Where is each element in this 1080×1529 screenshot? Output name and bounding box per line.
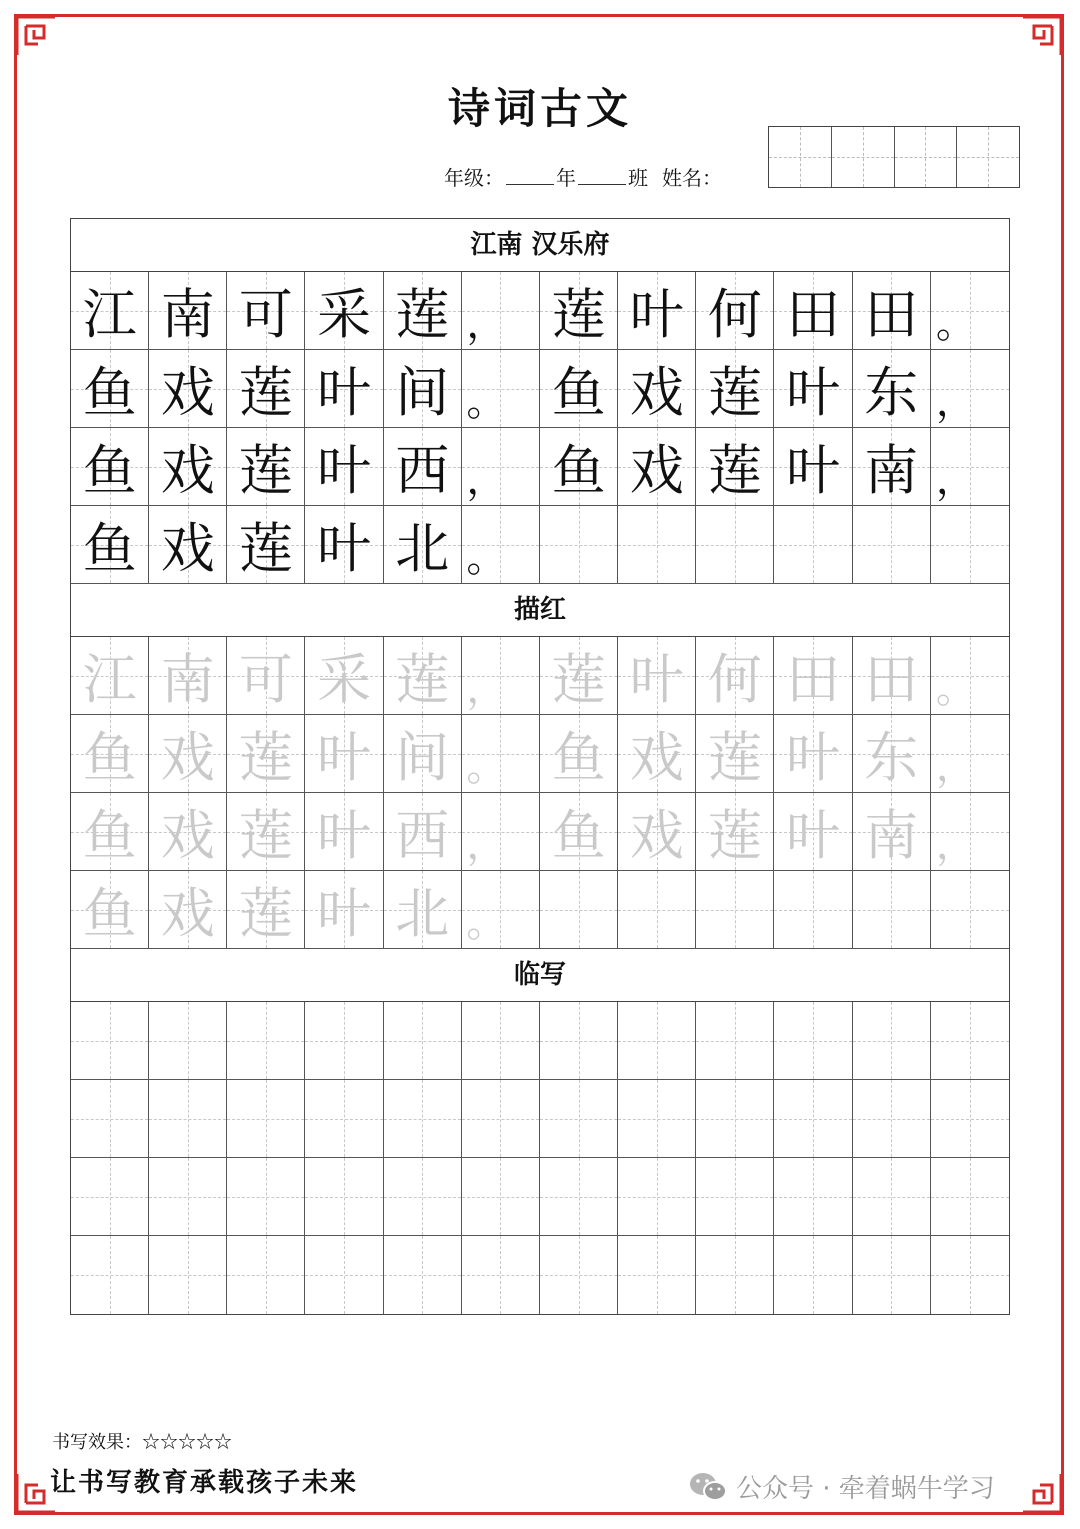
grid-character: 。 bbox=[935, 666, 976, 712]
grid-cell bbox=[853, 506, 931, 584]
grid-character: 采 bbox=[317, 648, 372, 711]
grid-cell bbox=[931, 272, 1009, 350]
grid-cell bbox=[696, 272, 774, 350]
grid-cell bbox=[774, 637, 852, 715]
grid-character: 鱼 bbox=[82, 882, 137, 945]
year-label: 年 bbox=[556, 166, 576, 190]
grid-character: 南 bbox=[864, 804, 919, 867]
grid-cell bbox=[462, 272, 540, 350]
grid-character: 田 bbox=[864, 283, 919, 346]
grid-character: ， bbox=[466, 666, 507, 712]
grid-cell bbox=[71, 272, 149, 350]
grid-cell bbox=[149, 871, 227, 949]
grid-cell bbox=[227, 350, 305, 428]
grid-character: 莲 bbox=[238, 726, 293, 789]
grid-cell bbox=[305, 428, 383, 506]
grid-cell bbox=[853, 637, 931, 715]
grid-cell[interactable] bbox=[462, 1002, 540, 1080]
grid-cell[interactable] bbox=[696, 1158, 774, 1236]
grid-character: 戏 bbox=[160, 804, 215, 867]
grid-character: 叶 bbox=[786, 726, 841, 789]
grade-label: 年级： bbox=[444, 166, 504, 190]
grid-character: 鱼 bbox=[551, 361, 606, 424]
grid-cell[interactable] bbox=[384, 1236, 462, 1314]
grid-character: 莲 bbox=[707, 361, 762, 424]
corner-ornament-icon bbox=[1020, 1471, 1064, 1515]
watermark bbox=[688, 1468, 995, 1505]
grid-character: 。 bbox=[466, 379, 507, 425]
grid-cell bbox=[149, 428, 227, 506]
grid-cell bbox=[462, 350, 540, 428]
name-label: 姓名： bbox=[662, 166, 722, 190]
grid-cell[interactable] bbox=[853, 1080, 931, 1158]
grid-cell[interactable] bbox=[774, 1158, 852, 1236]
grid-cell bbox=[540, 428, 618, 506]
grid-cell bbox=[618, 350, 696, 428]
grid-character: 西 bbox=[395, 804, 450, 867]
grid-character: 北 bbox=[395, 882, 450, 945]
grid-character: 叶 bbox=[629, 648, 684, 711]
grid-cell[interactable] bbox=[696, 1236, 774, 1314]
grid-cell bbox=[305, 506, 383, 584]
grid-cell bbox=[149, 793, 227, 871]
student-info bbox=[444, 162, 722, 191]
grid-character: 。 bbox=[466, 900, 507, 946]
grid-cell bbox=[71, 715, 149, 793]
grid-cell[interactable] bbox=[227, 1236, 305, 1314]
grid-cell bbox=[853, 793, 931, 871]
name-cell[interactable] bbox=[957, 127, 1019, 187]
class-blank[interactable] bbox=[578, 183, 626, 185]
grid-cell bbox=[774, 871, 852, 949]
grid-character: 戏 bbox=[629, 726, 684, 789]
grid-cell[interactable] bbox=[462, 1236, 540, 1314]
grid-cell[interactable] bbox=[149, 1002, 227, 1080]
name-cell[interactable] bbox=[832, 127, 895, 187]
poem-title: 江南 汉乐府 bbox=[71, 219, 1009, 272]
grid-cell[interactable] bbox=[540, 1002, 618, 1080]
grid-cell bbox=[774, 350, 852, 428]
grid-cell bbox=[227, 793, 305, 871]
grid-cell bbox=[227, 871, 305, 949]
trace-grid bbox=[71, 637, 1009, 949]
grid-cell bbox=[774, 715, 852, 793]
grid-character: ， bbox=[466, 301, 507, 347]
grid-cell bbox=[931, 715, 1009, 793]
grid-cell[interactable] bbox=[227, 1080, 305, 1158]
grid-character: 可 bbox=[238, 648, 293, 711]
grid-character: 叶 bbox=[629, 283, 684, 346]
grid-character: 。 bbox=[935, 301, 976, 347]
grid-cell bbox=[305, 871, 383, 949]
grid-character: 戏 bbox=[629, 361, 684, 424]
grid-character: 戏 bbox=[629, 439, 684, 502]
grid-character: 鱼 bbox=[82, 517, 137, 580]
grid-cell bbox=[540, 272, 618, 350]
grid-cell bbox=[696, 637, 774, 715]
trace-title: 描红 bbox=[71, 584, 1009, 637]
grid-cell bbox=[853, 350, 931, 428]
grid-cell[interactable] bbox=[71, 1080, 149, 1158]
grid-cell[interactable] bbox=[696, 1002, 774, 1080]
grid-cell[interactable] bbox=[305, 1080, 383, 1158]
grid-character: 田 bbox=[786, 283, 841, 346]
poem-grid bbox=[71, 272, 1009, 584]
grid-cell[interactable] bbox=[149, 1080, 227, 1158]
grid-character: 叶 bbox=[786, 361, 841, 424]
grid-character: 莲 bbox=[238, 804, 293, 867]
grid-cell bbox=[774, 272, 852, 350]
grid-character: 。 bbox=[466, 744, 507, 790]
grid-cell bbox=[618, 506, 696, 584]
grid-cell bbox=[149, 715, 227, 793]
grid-character: 戏 bbox=[160, 726, 215, 789]
grid-character: 。 bbox=[466, 535, 507, 581]
grid-cell[interactable] bbox=[618, 1158, 696, 1236]
grid-character: 莲 bbox=[238, 517, 293, 580]
grade-blank[interactable] bbox=[506, 183, 554, 185]
grid-character: 戏 bbox=[160, 439, 215, 502]
grid-cell[interactable] bbox=[853, 1236, 931, 1314]
grid-cell bbox=[853, 428, 931, 506]
grid-cell bbox=[540, 637, 618, 715]
grid-cell bbox=[71, 350, 149, 428]
grid-cell bbox=[696, 871, 774, 949]
grid-character: 田 bbox=[786, 648, 841, 711]
slogan: 让书写教育承载孩子未来 bbox=[50, 1468, 359, 1498]
grid-character: 叶 bbox=[786, 804, 841, 867]
grid-character: 鱼 bbox=[82, 361, 137, 424]
grid-cell bbox=[931, 793, 1009, 871]
grid-character: 戏 bbox=[160, 882, 215, 945]
grid-cell[interactable] bbox=[540, 1236, 618, 1314]
grid-cell bbox=[696, 793, 774, 871]
grid-cell bbox=[462, 506, 540, 584]
grid-cell bbox=[227, 715, 305, 793]
grid-cell[interactable] bbox=[540, 1080, 618, 1158]
grid-cell bbox=[540, 793, 618, 871]
grid-character: 东 bbox=[864, 361, 919, 424]
grid-cell[interactable] bbox=[540, 1158, 618, 1236]
grid-cell bbox=[540, 871, 618, 949]
grid-cell[interactable] bbox=[774, 1236, 852, 1314]
grid-cell bbox=[618, 793, 696, 871]
grid-cell bbox=[696, 350, 774, 428]
grid-cell bbox=[71, 871, 149, 949]
grid-cell[interactable] bbox=[853, 1158, 931, 1236]
wechat-icon bbox=[688, 1470, 728, 1504]
name-cell[interactable] bbox=[895, 127, 958, 187]
copy-grid bbox=[71, 1002, 1009, 1314]
grid-character: 鱼 bbox=[551, 804, 606, 867]
grid-cell bbox=[540, 715, 618, 793]
grid-cell bbox=[853, 272, 931, 350]
grid-cell bbox=[618, 272, 696, 350]
grid-cell bbox=[227, 637, 305, 715]
grid-character: 南 bbox=[160, 648, 215, 711]
grid-cell bbox=[618, 637, 696, 715]
grid-character: 戏 bbox=[160, 361, 215, 424]
grid-character: 江 bbox=[82, 283, 137, 346]
grid-cell bbox=[462, 637, 540, 715]
grid-character: 叶 bbox=[317, 882, 372, 945]
copy-title: 临写 bbox=[71, 949, 1009, 1002]
grid-cell bbox=[71, 793, 149, 871]
grid-cell[interactable] bbox=[227, 1002, 305, 1080]
grid-cell[interactable] bbox=[931, 1158, 1009, 1236]
grid-cell[interactable] bbox=[618, 1080, 696, 1158]
grid-character: ， bbox=[935, 744, 976, 790]
grid-cell bbox=[227, 272, 305, 350]
grid-cell bbox=[305, 793, 383, 871]
grid-character: 西 bbox=[395, 439, 450, 502]
grid-cell bbox=[149, 350, 227, 428]
grid-character: 莲 bbox=[395, 283, 450, 346]
name-input-grid[interactable] bbox=[768, 126, 1020, 188]
grid-character: 叶 bbox=[317, 517, 372, 580]
grid-cell bbox=[696, 715, 774, 793]
grid-character: ， bbox=[935, 822, 976, 868]
grid-cell bbox=[931, 637, 1009, 715]
grid-cell bbox=[384, 428, 462, 506]
grid-character: 南 bbox=[864, 439, 919, 502]
grid-character: ， bbox=[935, 379, 976, 425]
corner-ornament-icon bbox=[14, 14, 58, 58]
grid-character: 叶 bbox=[317, 439, 372, 502]
grid-character: 东 bbox=[864, 726, 919, 789]
grid-cell[interactable] bbox=[774, 1002, 852, 1080]
grid-character: 莲 bbox=[707, 439, 762, 502]
grid-character: 莲 bbox=[707, 804, 762, 867]
grid-character: 叶 bbox=[786, 439, 841, 502]
practice-sheet bbox=[70, 218, 1010, 1315]
grid-character: 莲 bbox=[238, 361, 293, 424]
grid-character: 鱼 bbox=[551, 439, 606, 502]
grid-character: 叶 bbox=[317, 361, 372, 424]
grid-character: 间 bbox=[395, 361, 450, 424]
grid-character: ， bbox=[466, 822, 507, 868]
grid-cell bbox=[618, 871, 696, 949]
grid-cell bbox=[384, 715, 462, 793]
grid-cell[interactable] bbox=[384, 1002, 462, 1080]
grid-character: 江 bbox=[82, 648, 137, 711]
grid-cell bbox=[462, 715, 540, 793]
grid-cell bbox=[853, 715, 931, 793]
grid-character: 莲 bbox=[238, 439, 293, 502]
grid-cell bbox=[71, 428, 149, 506]
watermark-text: 公众号 · 牵着蜗牛学习 bbox=[736, 1474, 995, 1504]
grid-cell bbox=[227, 506, 305, 584]
grid-character: 莲 bbox=[551, 283, 606, 346]
grid-character: 南 bbox=[160, 283, 215, 346]
grid-cell bbox=[853, 871, 931, 949]
grid-character: 鱼 bbox=[82, 439, 137, 502]
class-label: 班 bbox=[628, 166, 648, 190]
grid-character: 戏 bbox=[160, 517, 215, 580]
grid-character: 鱼 bbox=[551, 726, 606, 789]
name-cell[interactable] bbox=[769, 127, 832, 187]
grid-character: 鱼 bbox=[82, 804, 137, 867]
grid-cell bbox=[71, 506, 149, 584]
grid-cell bbox=[774, 506, 852, 584]
grid-character: 北 bbox=[395, 517, 450, 580]
grid-cell bbox=[540, 350, 618, 428]
grid-cell[interactable] bbox=[384, 1080, 462, 1158]
grid-cell[interactable] bbox=[618, 1236, 696, 1314]
grid-cell[interactable] bbox=[305, 1158, 383, 1236]
grid-cell[interactable] bbox=[149, 1236, 227, 1314]
grid-cell[interactable] bbox=[71, 1002, 149, 1080]
grid-character: 叶 bbox=[317, 726, 372, 789]
grid-character: 田 bbox=[864, 648, 919, 711]
grid-cell[interactable] bbox=[305, 1236, 383, 1314]
grid-cell[interactable] bbox=[774, 1080, 852, 1158]
grid-cell[interactable] bbox=[71, 1236, 149, 1314]
grid-cell[interactable] bbox=[931, 1236, 1009, 1314]
corner-ornament-icon bbox=[1020, 14, 1064, 58]
grid-cell bbox=[931, 350, 1009, 428]
grid-cell bbox=[305, 715, 383, 793]
grid-cell bbox=[384, 871, 462, 949]
grid-cell[interactable] bbox=[853, 1002, 931, 1080]
writing-effect-rating: 书写效果：☆☆☆☆☆ bbox=[52, 1432, 232, 1453]
grid-character: 莲 bbox=[238, 882, 293, 945]
grid-cell bbox=[931, 506, 1009, 584]
grid-cell bbox=[384, 793, 462, 871]
grid-cell bbox=[540, 506, 618, 584]
grid-cell[interactable] bbox=[149, 1158, 227, 1236]
grid-cell bbox=[618, 715, 696, 793]
grid-cell[interactable] bbox=[696, 1080, 774, 1158]
page-title: 诗词古文 bbox=[447, 84, 632, 133]
grid-cell[interactable] bbox=[618, 1002, 696, 1080]
grid-cell bbox=[618, 428, 696, 506]
grid-character: 何 bbox=[707, 648, 762, 711]
grid-cell bbox=[149, 506, 227, 584]
grid-cell bbox=[931, 428, 1009, 506]
grid-character: 莲 bbox=[551, 648, 606, 711]
grid-character: ， bbox=[935, 457, 976, 503]
grid-character: 可 bbox=[238, 283, 293, 346]
grid-cell bbox=[384, 272, 462, 350]
grid-character: 间 bbox=[395, 726, 450, 789]
grid-character: 何 bbox=[707, 283, 762, 346]
grid-cell bbox=[462, 871, 540, 949]
grid-cell bbox=[149, 637, 227, 715]
grid-character: 叶 bbox=[317, 804, 372, 867]
grid-cell[interactable] bbox=[931, 1002, 1009, 1080]
grid-cell[interactable] bbox=[462, 1158, 540, 1236]
grid-character: 莲 bbox=[395, 648, 450, 711]
grid-cell[interactable] bbox=[71, 1158, 149, 1236]
grid-cell bbox=[774, 793, 852, 871]
grid-cell[interactable] bbox=[462, 1080, 540, 1158]
grid-cell bbox=[384, 350, 462, 428]
grid-cell bbox=[384, 637, 462, 715]
grid-cell bbox=[696, 428, 774, 506]
grid-cell[interactable] bbox=[227, 1158, 305, 1236]
grid-cell bbox=[696, 506, 774, 584]
grid-cell bbox=[384, 506, 462, 584]
grid-cell bbox=[774, 428, 852, 506]
grid-cell[interactable] bbox=[384, 1158, 462, 1236]
grid-character: 采 bbox=[317, 283, 372, 346]
grid-cell bbox=[149, 272, 227, 350]
grid-character: ， bbox=[466, 457, 507, 503]
grid-cell bbox=[305, 272, 383, 350]
grid-cell bbox=[71, 637, 149, 715]
grid-character: 戏 bbox=[629, 804, 684, 867]
grid-cell bbox=[305, 350, 383, 428]
grid-cell bbox=[462, 428, 540, 506]
grid-cell bbox=[227, 428, 305, 506]
grid-character: 莲 bbox=[707, 726, 762, 789]
grid-cell bbox=[305, 637, 383, 715]
grid-cell bbox=[462, 793, 540, 871]
grid-cell bbox=[931, 871, 1009, 949]
grid-cell[interactable] bbox=[305, 1002, 383, 1080]
grid-cell[interactable] bbox=[931, 1080, 1009, 1158]
grid-character: 鱼 bbox=[82, 726, 137, 789]
